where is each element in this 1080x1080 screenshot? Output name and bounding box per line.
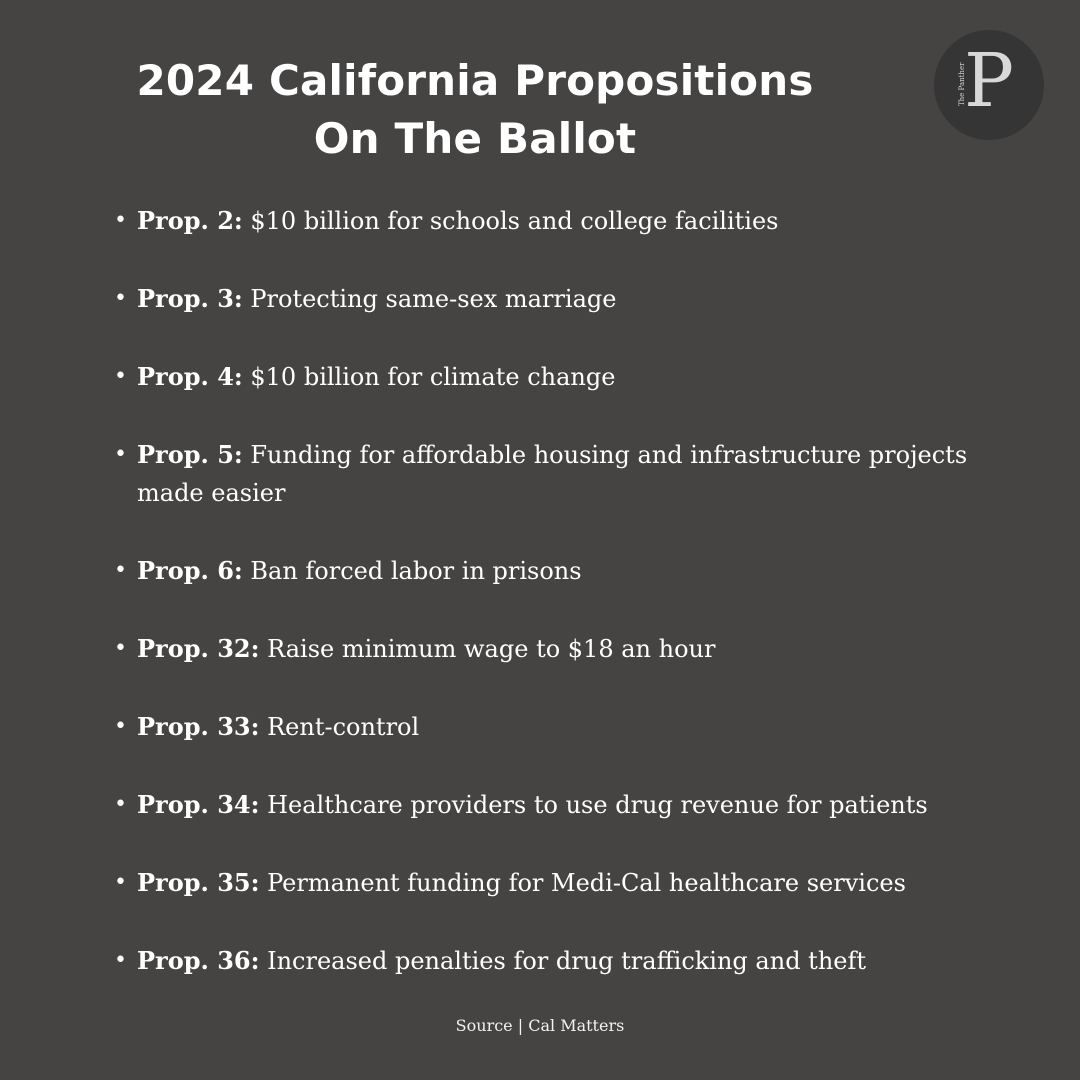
list-item-prop-32 — [112, 630, 992, 668]
list-item-prop-6 — [112, 552, 992, 590]
page-title-line-2: On The Ballot — [313, 114, 637, 163]
prop-description: Raise minimum wage to $18 an hour — [267, 635, 716, 663]
prop-description: Healthcare providers to use drug revenue for patients — [267, 791, 928, 819]
prop-label: Prop. 6: — [137, 556, 243, 585]
source-credit: Source | Cal Matters — [455, 1016, 625, 1035]
list-item-prop-35 — [112, 864, 992, 902]
list-item-prop-34 — [112, 786, 992, 824]
prop-label: Prop. 4: — [137, 362, 243, 391]
prop-description: Increased penalties for drug trafficking and theft — [267, 947, 867, 975]
list-item-prop-36 — [112, 942, 992, 980]
prop-label: Prop. 2: — [137, 206, 243, 235]
prop-description: Rent-control — [267, 713, 420, 741]
prop-label: Prop. 35: — [137, 868, 260, 897]
prop-label: Prop. 33: — [137, 712, 260, 741]
prop-description: Funding for affordable housing and infrastructure projects made easier — [137, 441, 968, 507]
list-item-prop-2 — [112, 202, 992, 240]
prop-description: Protecting same-sex marriage — [250, 285, 617, 313]
page-title — [0, 52, 950, 168]
propositions-list — [112, 202, 992, 1020]
panther-logo-icon — [934, 30, 1044, 140]
prop-label: Prop. 32: — [137, 634, 260, 663]
page-title-line-1: 2024 California Propositions — [136, 56, 814, 105]
prop-description: $10 billion for climate change — [250, 363, 616, 391]
logo-letter: P — [964, 38, 1014, 124]
prop-description: Permanent funding for Medi-Cal healthcare services — [267, 869, 906, 897]
prop-label: Prop. 36: — [137, 946, 260, 975]
prop-description: Ban forced labor in prisons — [250, 557, 582, 585]
prop-label: Prop. 3: — [137, 284, 243, 313]
logo-wordmark: The Panther — [958, 62, 966, 106]
list-item-prop-4 — [112, 358, 992, 396]
list-item-prop-3 — [112, 280, 992, 318]
prop-label: Prop. 34: — [137, 790, 260, 819]
list-item-prop-5 — [112, 436, 992, 512]
prop-description: $10 billion for schools and college facilities — [250, 207, 779, 235]
list-item-prop-33 — [112, 708, 992, 746]
prop-label: Prop. 5: — [137, 440, 243, 469]
